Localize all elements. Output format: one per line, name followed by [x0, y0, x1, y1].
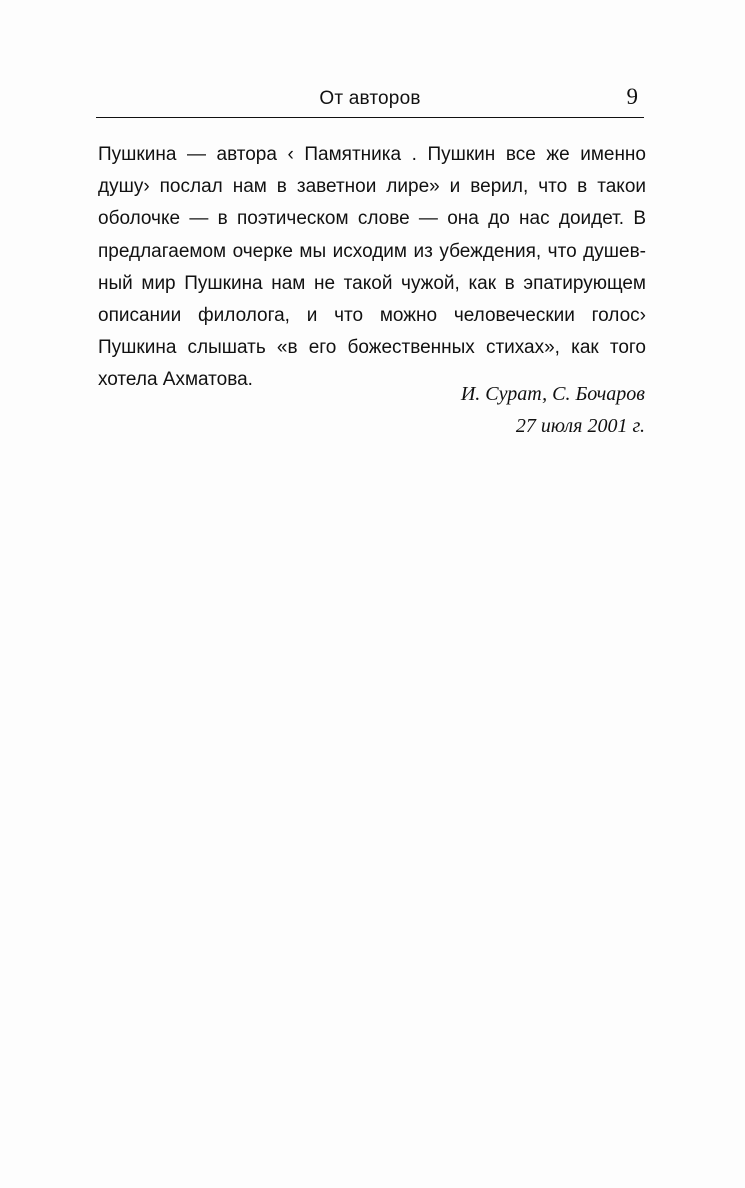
page-number: 9 — [626, 84, 638, 109]
header-rule — [96, 117, 644, 118]
body-paragraph — [98, 139, 646, 397]
text-line: Пушкина — автора ‹ Памятника . Пушкин все же именно — [98, 144, 646, 165]
text-line: описании филолога, и что можно человеческии голос› — [98, 305, 646, 327]
text-line: хотела Ахматова. — [98, 369, 253, 391]
signature-block — [461, 378, 645, 442]
text-line: предлагаемом очерке мы исходим из убеждения, что душев- — [98, 240, 646, 262]
text-line: оболочке — в поэтическом слове — она до нас доидет. В — [98, 208, 646, 230]
text-line: ный мир Пушкина нам не такой чужой, как в эпатирующем — [98, 272, 646, 294]
signature-date: 27 июля 2001 г. — [515, 415, 645, 437]
text-line: душу› послал нам в заветнои лире» и верил, что в такои — [98, 176, 646, 198]
running-head — [96, 84, 644, 114]
text-line: Пушкина слышать «в его божественных стихах», как того — [98, 337, 646, 359]
signature-authors: И. Сурат, С. Бочаров — [460, 383, 645, 405]
running-title: От авторов — [319, 88, 421, 109]
